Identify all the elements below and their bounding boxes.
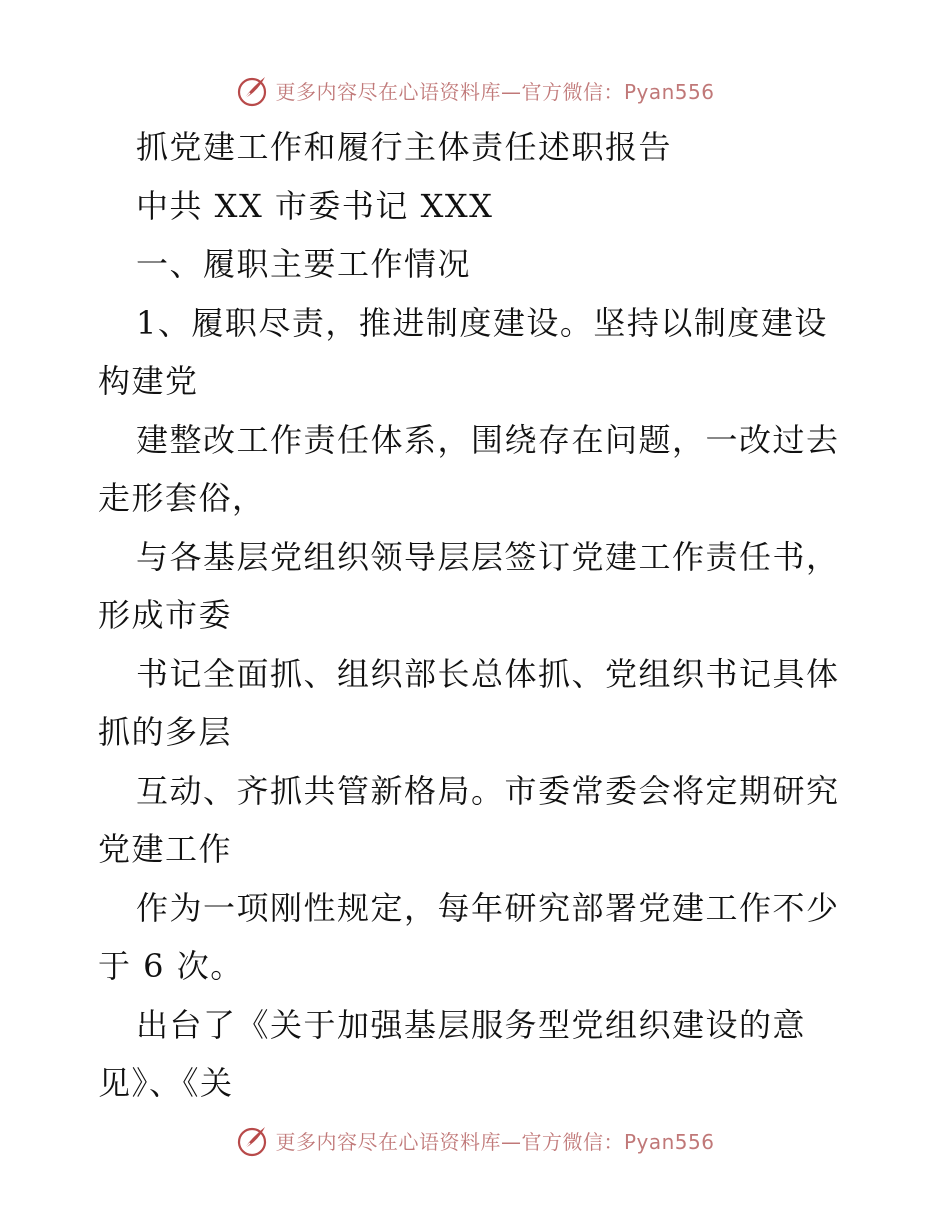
text-line: 见》、《关	[98, 1064, 234, 1102]
text-line: 抓的多层	[98, 713, 233, 751]
text-line: 形成市委	[98, 596, 233, 634]
text-line: 中共 XX 市委书记 XXX	[136, 186, 494, 225]
text-line: 作为一项刚性规定，每年研究部署党建工作不少	[136, 888, 840, 927]
text-line: 互动、齐抓共管新格局。市委常委会将定期研究	[136, 771, 840, 810]
text-line: 构建党	[98, 362, 199, 400]
text-line: 建整改工作责任体系，围绕存在问题，一改过去	[136, 420, 840, 459]
header-banner	[0, 70, 950, 110]
text-line: 走形套俗，	[98, 479, 266, 517]
quill-pen-logo-icon	[235, 1123, 269, 1157]
text-line: 出台了《关于加强基层服务型党组织建设的意	[136, 1005, 807, 1044]
banner-text: 更多内容尽在心语资料库—官方微信：Pyan556	[275, 79, 715, 104]
text-line: 抓党建工作和履行主体责任述职报告	[136, 128, 673, 166]
text-line: 1、履职尽责，推进制度建设。坚持以制度建设	[136, 303, 828, 342]
footer-banner	[0, 1120, 950, 1160]
text-line: 于 6 次。	[98, 947, 244, 985]
document-body	[98, 118, 868, 1113]
quill-pen-logo-icon	[235, 73, 269, 107]
text-line: 与各基层党组织领导层层签订党建工作责任书，	[136, 537, 840, 576]
banner-text: 更多内容尽在心语资料库—官方微信：Pyan556	[275, 1129, 715, 1154]
text-line: 书记全面抓、组织部长总体抓、党组织书记具体	[136, 654, 840, 693]
text-line: 党建工作	[98, 830, 233, 868]
text-line: 一、履职主要工作情况	[136, 245, 472, 283]
